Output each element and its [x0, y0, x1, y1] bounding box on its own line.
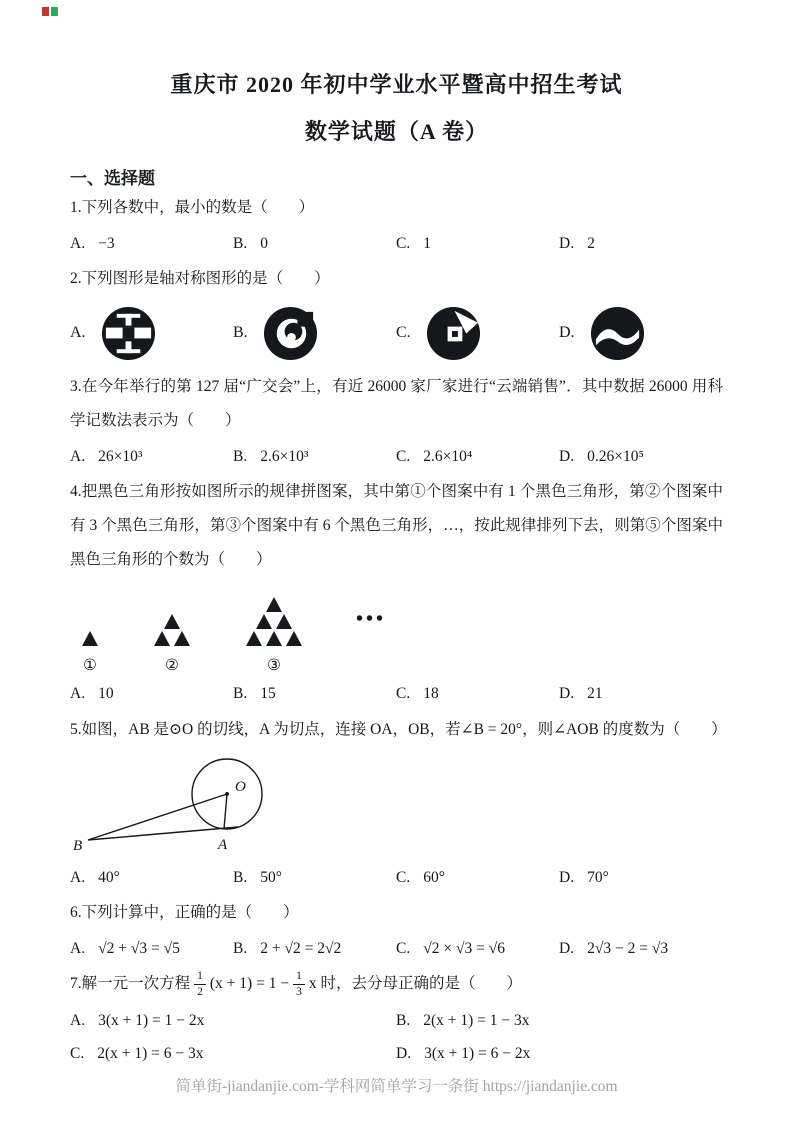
option-text: 2	[587, 235, 595, 253]
option-text: 2√3 − 2 = √3	[587, 940, 669, 958]
option-b	[233, 677, 396, 710]
bank-emblem-logo	[100, 305, 157, 362]
fraction-one-third	[293, 969, 305, 1000]
pattern-ellipsis: •••	[356, 607, 387, 630]
green-mark	[51, 7, 58, 16]
option-a	[70, 227, 233, 260]
option-text: 10	[98, 685, 114, 703]
option-text: 2(x + 1) = 6 − 3x	[97, 1044, 204, 1062]
question-4-options	[70, 677, 723, 710]
triangle-pattern	[152, 613, 192, 675]
stem-text: (x + 1) = 1 −	[209, 975, 290, 993]
option-d	[559, 677, 723, 710]
question-1	[70, 191, 723, 260]
option-label: D.	[559, 447, 575, 465]
option-label: B.	[233, 235, 248, 253]
question-1-stem: 1.下列各数中，最小的数是（ ）	[70, 199, 315, 216]
option-text: 40°	[98, 868, 120, 886]
black-triangle	[164, 614, 180, 629]
option-c	[396, 861, 559, 894]
option-c	[396, 440, 559, 473]
option-label: A.	[70, 1011, 86, 1029]
option-a	[70, 677, 233, 710]
option-text: 21	[587, 685, 603, 703]
option-text: 2 + √2 = 2√2	[260, 940, 342, 958]
option-d	[559, 227, 723, 260]
option-text: √2 + √3 = √5	[98, 940, 180, 958]
option-text: −3	[98, 235, 115, 253]
question-4	[70, 475, 723, 711]
option-a	[70, 305, 233, 362]
option-label: A.	[70, 447, 86, 465]
question-7-options	[70, 1004, 723, 1071]
option-label: C.	[70, 1044, 85, 1062]
option-label: B.	[233, 324, 248, 341]
option-c	[396, 932, 559, 965]
question-1-options	[70, 227, 723, 260]
option-text: 26×10³	[98, 447, 143, 465]
fraction-one-half	[194, 969, 206, 1000]
corner-watermark	[42, 7, 58, 16]
option-label: B.	[396, 1011, 411, 1029]
option-d	[559, 932, 723, 965]
exam-subtitle: 数学试题（A 卷）	[304, 119, 489, 144]
option-label: D.	[559, 235, 575, 253]
option-d	[396, 1037, 723, 1070]
stem-text: x 时，去分母正确的是（ ）	[308, 975, 522, 993]
option-text: 0.26×10⁵	[587, 447, 644, 465]
option-label: A.	[70, 868, 86, 886]
triangle-patterns-figure	[80, 589, 723, 675]
question-5	[70, 713, 727, 894]
circle-tangent-diagram	[72, 753, 312, 859]
option-label: A.	[70, 940, 86, 958]
site-watermark-footer: 简单街-jiandanjie.com-学科网简单学习一条街 https://jiandanjie.com	[175, 1078, 618, 1095]
question-3-options	[70, 440, 723, 473]
black-triangle	[174, 631, 190, 646]
question-5-stem: 5.如图，AB 是⊙O 的切线，A 为切点，连接 OA，OB，若∠B = 20°，则∠AOB 的度数为（ ）	[70, 720, 727, 738]
black-triangle	[256, 614, 272, 629]
question-3-stem: 3.在今年举行的第 127 届“广交会”上，有近 26000 家厂家进行“云端销售”．其中数据 26000 用科学记数法表示为（ ）	[70, 377, 723, 429]
black-triangle	[286, 631, 302, 646]
option-a	[70, 861, 233, 894]
question-6	[70, 896, 723, 965]
question-2-stem: 2.下列图形是轴对称图形的是（ ）	[70, 270, 330, 288]
option-label: B.	[233, 685, 248, 703]
option-text: 70°	[587, 868, 609, 886]
tangent-point-label: A	[218, 836, 228, 853]
option-b	[233, 440, 396, 473]
option-label: B.	[233, 868, 248, 886]
black-triangle	[246, 631, 262, 646]
red-mark	[42, 7, 49, 16]
black-triangle	[266, 597, 282, 612]
numerator: 1	[194, 969, 206, 985]
option-text: 3(x + 1) = 1 − 2x	[98, 1011, 205, 1029]
option-label: C.	[396, 324, 411, 341]
stem-text: 7.解一元一次方程	[70, 975, 191, 993]
pattern-index-label: ②	[165, 657, 179, 675]
denominator: 2	[197, 985, 203, 998]
pattern-index-label: ③	[267, 657, 281, 675]
option-b	[233, 861, 396, 894]
option-text: 15	[260, 685, 276, 703]
question-6-stem: 6.下列计算中，正确的是（ ）	[70, 904, 299, 921]
option-a	[70, 1004, 396, 1037]
wave-logo	[589, 305, 646, 362]
question-2-options	[70, 305, 723, 362]
denominator: 3	[296, 985, 302, 998]
question-6-options	[70, 932, 723, 965]
triangle-pattern	[244, 596, 304, 675]
numerator: 1	[293, 969, 305, 985]
option-label: B.	[233, 940, 248, 958]
option-label: C.	[396, 940, 411, 958]
option-label: C.	[396, 447, 411, 465]
black-triangle	[266, 631, 282, 646]
option-label: D.	[559, 868, 575, 886]
option-text: 50°	[260, 868, 282, 886]
pattern-index-label: ①	[83, 657, 97, 675]
center-label: O	[235, 778, 246, 795]
option-label: A.	[70, 235, 86, 253]
option-c	[396, 305, 559, 362]
option-label: C.	[396, 235, 411, 253]
option-text: 2(x + 1) = 1 − 3x	[423, 1011, 530, 1029]
option-label: C.	[396, 685, 411, 703]
question-4-stem: 4.把黑色三角形按如图所示的规律拼图案，其中第①个图案中有 1 个黑色三角形，第②个图案中有 3 个黑色三角形，第③个图案中有 6 个黑色三角形，…，按此规律排列下去，则第⑤个图案中黑色三角形的个数为（ ）	[70, 483, 723, 569]
option-text: √2 × √3 = √6	[423, 940, 505, 958]
option-c	[396, 677, 559, 710]
triangle-pattern	[80, 630, 100, 675]
option-label: A.	[70, 685, 86, 703]
option-label: D.	[559, 940, 575, 958]
option-label: A.	[70, 324, 86, 341]
option-text: 18	[423, 685, 439, 703]
tangent-circle-figure	[72, 753, 723, 859]
option-label: D.	[559, 324, 575, 341]
option-text: 60°	[423, 868, 445, 886]
option-c	[70, 1037, 396, 1070]
black-triangle	[82, 631, 98, 646]
option-d	[559, 861, 723, 894]
question-5-options	[70, 861, 723, 894]
option-label: B.	[233, 447, 248, 465]
option-text: 3(x + 1) = 6 − 2x	[424, 1044, 531, 1062]
black-triangle	[154, 631, 170, 646]
option-text: 2.6×10³	[260, 447, 309, 465]
external-point-label: B	[73, 837, 83, 854]
option-text: 2.6×10⁴	[423, 447, 473, 465]
question-2	[70, 262, 723, 367]
option-label: D.	[396, 1044, 412, 1062]
option-b	[233, 305, 396, 362]
option-d	[559, 305, 723, 362]
option-d	[559, 440, 723, 473]
option-label: C.	[396, 868, 411, 886]
option-c	[396, 227, 559, 260]
option-label: D.	[559, 685, 575, 703]
black-triangle	[276, 614, 292, 629]
section-heading-choice: 一、选择题	[70, 169, 155, 188]
option-b	[233, 932, 396, 965]
question-7	[70, 967, 723, 1070]
option-b	[233, 227, 396, 260]
question-3	[70, 370, 723, 474]
option-text: 0	[260, 235, 268, 253]
question-7-stem	[70, 967, 723, 1001]
option-b	[396, 1004, 723, 1037]
option-a	[70, 440, 233, 473]
swirl-logo	[262, 305, 319, 362]
exam-title: 重庆市 2020 年初中学业水平暨高中招生考试	[170, 72, 623, 97]
option-a	[70, 932, 233, 965]
abstract-square-logo	[425, 305, 482, 362]
option-text: 1	[423, 235, 431, 253]
